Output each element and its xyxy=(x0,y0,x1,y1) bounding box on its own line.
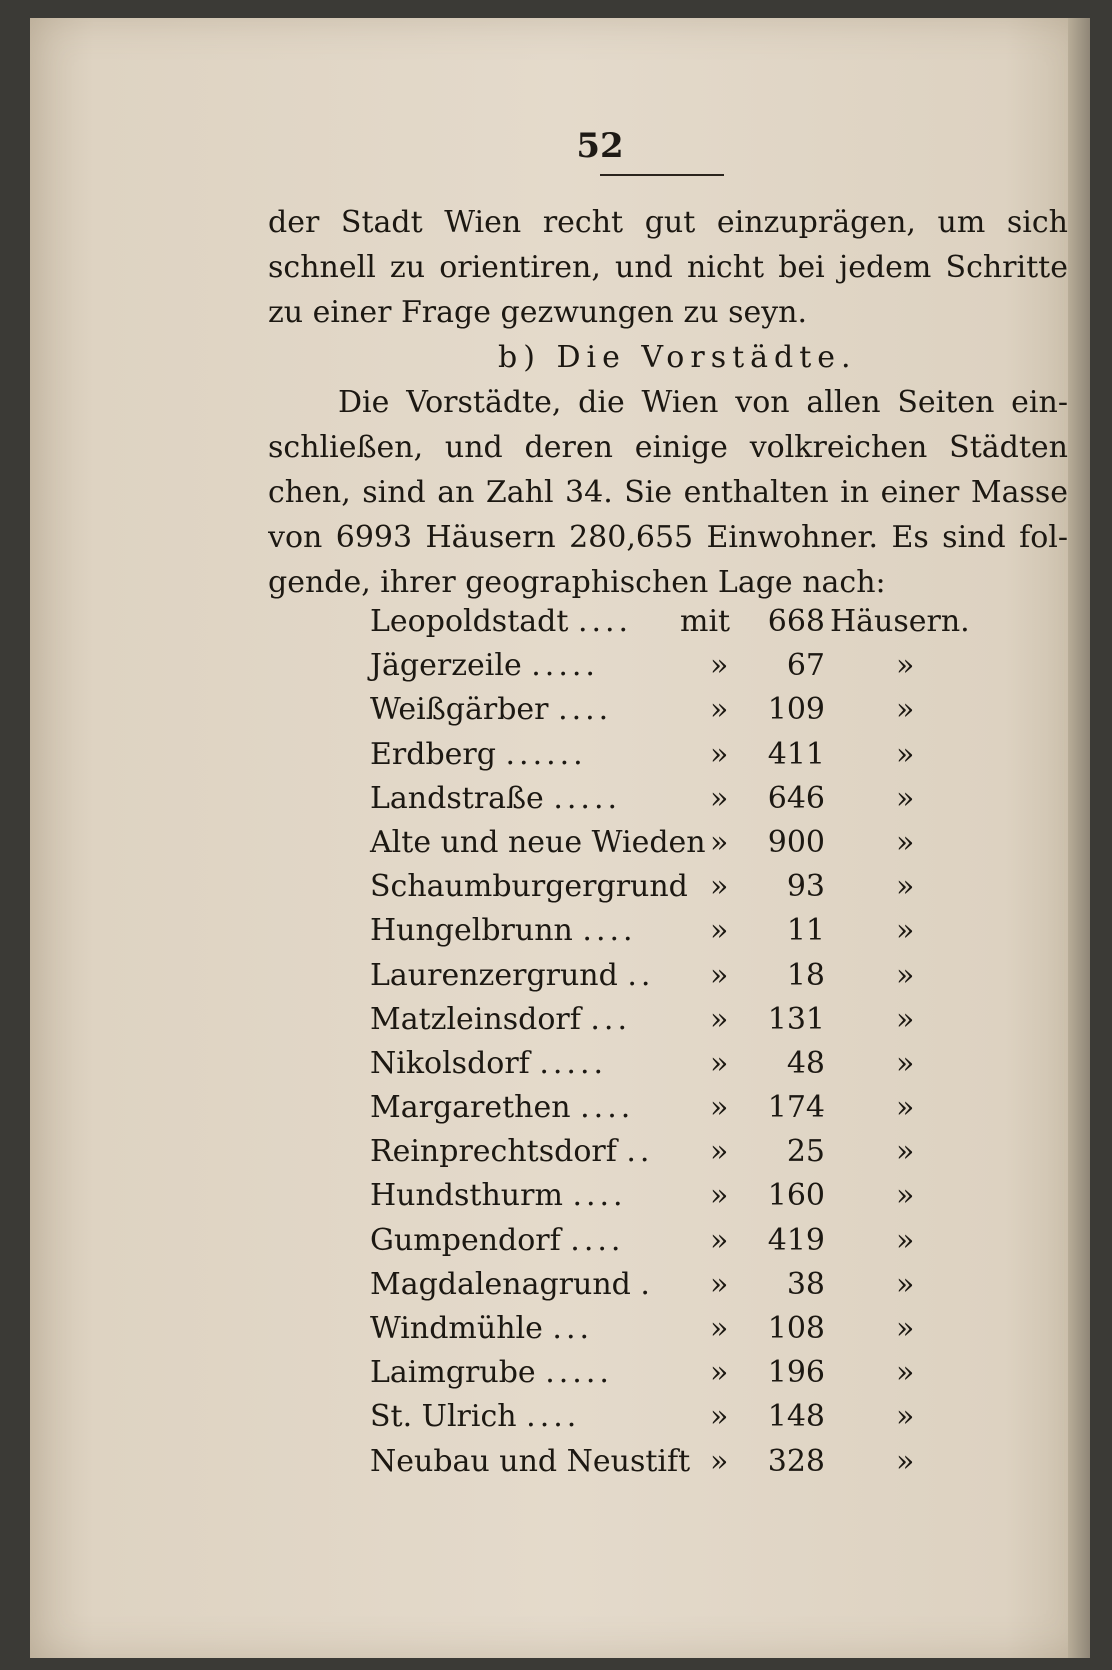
suburb-name-text: Margarethen xyxy=(370,1090,571,1126)
table-row xyxy=(370,1086,970,1130)
suburb-name-text: Erdberg xyxy=(370,736,496,772)
ditto-mark: » xyxy=(896,824,915,860)
suburb-name xyxy=(370,1440,690,1484)
house-count: 196 xyxy=(767,1355,825,1391)
leader-dots: ..... xyxy=(553,780,622,816)
leader-dots: . xyxy=(640,1266,654,1302)
suburb-name xyxy=(370,600,632,644)
ditto-mark: » xyxy=(896,1311,915,1346)
suburb-name-text: Schaumburgergrund xyxy=(370,869,688,905)
house-count: 11 xyxy=(786,913,825,949)
suburb-name xyxy=(370,688,612,732)
ditto-mark: » xyxy=(710,1266,729,1302)
suburb-name-text: Jägerzeile xyxy=(370,648,522,684)
ditto-mark: » xyxy=(896,913,915,949)
book-page xyxy=(30,18,1090,1658)
table-row xyxy=(370,688,970,732)
suburb-name-text: Nikolsdorf xyxy=(370,1045,530,1081)
table-row xyxy=(370,644,970,688)
ditto-mark: » xyxy=(896,1399,915,1435)
connector-word: mit xyxy=(680,604,731,639)
suburb-table xyxy=(370,600,970,1484)
table-row xyxy=(370,1395,970,1439)
suburb-name-text: Alte und neue Wieden xyxy=(370,824,706,860)
suburb-name-text: Weißgärber xyxy=(370,692,549,728)
ditto-mark: » xyxy=(710,780,729,816)
suburb-name xyxy=(370,1174,627,1218)
leader-dots: .... xyxy=(526,1399,581,1435)
body-line: schließen, und deren einige volkreichen Städten xyxy=(268,430,1068,465)
house-count: 25 xyxy=(786,1134,825,1170)
ditto-mark: » xyxy=(896,736,915,772)
ditto-mark: » xyxy=(710,957,729,993)
leader-dots: ... xyxy=(552,1311,594,1346)
body-line: chen, sind an Zahl 34. Sie enthalten in einer Masse xyxy=(268,475,1068,510)
house-count: 131 xyxy=(767,1001,825,1037)
suburb-name-text: Matzleinsdorf xyxy=(370,1001,581,1037)
house-count: 646 xyxy=(767,780,825,816)
page-number-rule xyxy=(600,174,724,176)
ditto-mark: » xyxy=(710,692,729,728)
house-count: 174 xyxy=(767,1090,825,1126)
ditto-mark: » xyxy=(710,869,729,905)
house-count: 38 xyxy=(786,1266,825,1302)
table-row xyxy=(370,1440,970,1484)
ditto-mark: » xyxy=(710,1001,729,1037)
ditto-mark: » xyxy=(710,824,729,860)
suburb-name xyxy=(370,954,654,998)
house-count: 328 xyxy=(767,1443,825,1479)
ditto-mark: » xyxy=(710,1443,729,1479)
intro-line: schnell zu orientiren, und nicht bei jedem Schritte xyxy=(268,250,1068,285)
ditto-mark: » xyxy=(710,1222,729,1258)
table-row xyxy=(370,1307,970,1351)
section-heading: b) Die Vorstädte. xyxy=(498,340,857,375)
leader-dots: .... xyxy=(582,913,637,949)
ditto-mark: » xyxy=(896,648,915,684)
table-row xyxy=(370,1130,970,1174)
suburb-name-text: St. Ulrich xyxy=(370,1399,517,1435)
suburb-name-text: Hungelbrunn xyxy=(370,913,573,949)
leader-dots: .... xyxy=(572,1178,627,1214)
house-count: 67 xyxy=(786,648,825,684)
text-block xyxy=(268,200,1068,605)
ditto-mark: » xyxy=(710,1355,729,1391)
suburb-name-text: Gumpendorf xyxy=(370,1222,561,1258)
suburb-name-text: Landstraße xyxy=(370,780,544,816)
body-line: Die Vorstädte, die Wien von allen Seiten ein- xyxy=(338,385,1068,420)
suburb-name xyxy=(370,1351,613,1395)
leader-dots: ..... xyxy=(545,1355,613,1391)
suburb-name xyxy=(370,998,631,1042)
suburb-name xyxy=(370,1042,607,1086)
ditto-mark: » xyxy=(896,869,915,905)
page-edge xyxy=(1068,18,1090,1658)
suburb-name xyxy=(370,644,599,688)
house-count: 411 xyxy=(767,736,825,772)
house-count: 48 xyxy=(786,1045,825,1081)
house-count: 18 xyxy=(786,957,825,993)
table-row xyxy=(370,733,970,777)
house-count: 108 xyxy=(767,1311,825,1346)
ditto-mark: » xyxy=(896,692,915,728)
page-number: 52 xyxy=(576,126,624,166)
ditto-mark: » xyxy=(896,1001,915,1037)
table-row xyxy=(370,865,970,909)
table-row xyxy=(370,1263,970,1307)
table-row xyxy=(370,600,970,644)
leader-dots: .. xyxy=(627,957,655,993)
ditto-mark: » xyxy=(710,1045,729,1081)
leader-dots: .... xyxy=(570,1222,625,1258)
intro-line: der Stadt Wien recht gut einzuprägen, um sich xyxy=(268,205,1068,240)
suburb-name-text: Hundsthurm xyxy=(370,1178,563,1214)
table-row xyxy=(370,998,970,1042)
table-row xyxy=(370,1174,970,1218)
intro-line: zu einer Frage gezwungen zu seyn. xyxy=(268,295,808,330)
table-row xyxy=(370,777,970,821)
ditto-mark: » xyxy=(896,1222,915,1258)
ditto-mark: » xyxy=(896,1443,915,1479)
unit-label: Häusern. xyxy=(830,604,970,639)
house-count: 93 xyxy=(786,869,825,905)
suburb-name xyxy=(370,1307,593,1351)
suburb-name xyxy=(370,733,587,777)
leader-dots: ...... xyxy=(505,736,587,772)
leader-dots: .... xyxy=(558,692,613,728)
ditto-mark: » xyxy=(710,1399,729,1435)
leader-dots: ... xyxy=(590,1001,631,1037)
suburb-name-text: Laurenzergrund xyxy=(370,957,618,993)
leader-dots: ..... xyxy=(539,1045,608,1081)
table-row xyxy=(370,1042,970,1086)
ditto-mark: » xyxy=(896,1045,915,1081)
ditto-mark: » xyxy=(710,1311,729,1346)
house-count: 419 xyxy=(767,1222,825,1258)
house-count: 160 xyxy=(767,1178,825,1214)
suburb-name-text: Reinprechtsdorf xyxy=(370,1134,617,1170)
leader-dots: ..... xyxy=(531,648,599,684)
house-count: 668 xyxy=(767,604,825,639)
leader-dots: .... xyxy=(580,1090,635,1126)
ditto-mark: » xyxy=(710,1178,729,1214)
leader-dots: .... xyxy=(577,604,633,639)
ditto-mark: » xyxy=(896,1134,915,1170)
suburb-name xyxy=(370,865,688,909)
suburb-name xyxy=(370,909,637,953)
suburb-name xyxy=(370,777,621,821)
suburb-name-text: Neubau und Neustift xyxy=(370,1443,691,1479)
table-row xyxy=(370,1219,970,1263)
ditto-mark: » xyxy=(710,648,729,684)
ditto-mark: » xyxy=(896,1266,915,1302)
suburb-name xyxy=(370,1130,653,1174)
ditto-mark: » xyxy=(710,736,729,772)
suburb-name-text: Magdalenagrund xyxy=(370,1266,631,1302)
suburb-name-text: Leopoldstadt xyxy=(370,604,569,639)
house-count: 148 xyxy=(767,1399,825,1435)
suburb-name xyxy=(370,1219,624,1263)
suburb-name-text: Windmühle xyxy=(370,1311,543,1346)
suburb-name xyxy=(370,1086,634,1130)
suburb-name xyxy=(370,821,706,865)
ditto-mark: » xyxy=(896,1178,915,1214)
ditto-mark: » xyxy=(710,1134,729,1170)
ditto-mark: » xyxy=(896,780,915,816)
suburb-name xyxy=(370,1395,580,1439)
ditto-mark: » xyxy=(896,1090,915,1126)
table-row xyxy=(370,1351,970,1395)
house-count: 900 xyxy=(767,824,825,860)
table-row xyxy=(370,821,970,865)
table-row xyxy=(370,909,970,953)
body-line: von 6993 Häusern 280,655 Einwohner. Es sind fol- xyxy=(268,520,1068,555)
suburb-name-text: Laimgrube xyxy=(370,1355,536,1391)
house-count: 109 xyxy=(767,692,825,728)
ditto-mark: » xyxy=(896,957,915,993)
suburb-name xyxy=(370,1263,654,1307)
ditto-mark: » xyxy=(710,1090,729,1126)
table-row xyxy=(370,954,970,998)
leader-dots: .. xyxy=(626,1134,654,1170)
ditto-mark: » xyxy=(896,1355,915,1391)
ditto-mark: » xyxy=(710,913,729,949)
body-line: gende, ihrer geographischen Lage nach: xyxy=(268,565,886,600)
